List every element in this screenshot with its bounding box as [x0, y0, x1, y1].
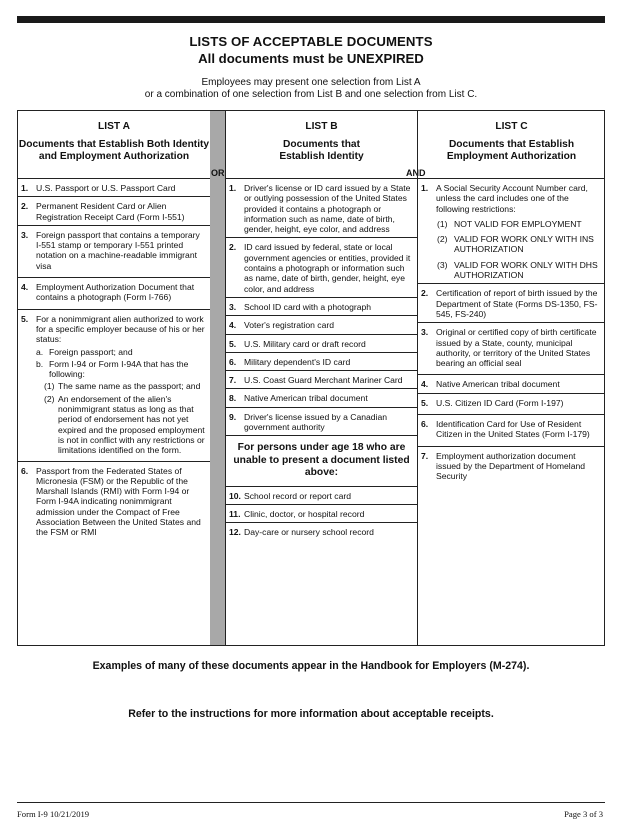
list-item: 3. School ID card with a photograph	[226, 298, 417, 316]
sub-item: b. Form I-94 or Form I-94A that has the following:	[36, 358, 189, 380]
list-a-header	[18, 111, 210, 179]
list-item: 2. Certification of report of birth issued by the Department of State (Forms DS-1350, FS-545, FS-240)	[418, 284, 605, 323]
list-item: 12. Day-care or nursery school record	[229, 527, 374, 538]
sub-item: a. Foreign passport; and	[36, 346, 133, 357]
examples-note: Examples of many of these documents appear in the Handbook for Employers (M-274).	[92, 660, 530, 672]
list-a-items	[18, 179, 210, 645]
and-label: AND	[406, 168, 426, 178]
or-separator-bar	[210, 111, 225, 645]
list-c-column	[417, 111, 605, 645]
list-a-heading: Documents that Establish Both Identity and Employment Authorization	[18, 138, 210, 162]
list-a-label: LIST A	[98, 121, 130, 132]
list-item: 11. Clinic, doctor, or hospital record	[226, 505, 417, 523]
list-b-items	[226, 179, 417, 645]
list-item: 3. Foreign passport that contains a temporary I-551 stamp or temporary I-551 printed notation on a machine-readable immigrant visa	[18, 226, 210, 278]
list-item: 4. Voter's registration card	[226, 316, 417, 334]
minor-heading: For persons under age 18 who are unable to present a document listed above:	[226, 436, 417, 487]
list-a-column	[18, 111, 210, 645]
list-c-label: LIST C	[495, 121, 528, 132]
list-item: 1. Driver's license or ID card issued by a State or outlying possession of the United States provided it contains a photograph or information such as name, date of birth, gender, height, eye color, and address	[226, 179, 417, 238]
list-b-heading: Documents that Establish Identity	[279, 138, 364, 162]
intro-text	[17, 77, 605, 101]
list-item: 2. Permanent Resident Card or Alien Registration Receipt Card (Form I-551)	[18, 197, 210, 226]
list-c-header	[418, 111, 605, 179]
list-item: 6. Passport from the Federated States of Micronesia (FSM) or the Republic of the Marshall Islands (RMI) with Form I-94 or Form I-94A indicating nonimmigrant admission under the Compact of Free Association Between the United States and the FSM or RMI	[21, 465, 201, 538]
list-b-label: LIST B	[305, 121, 338, 132]
list-item: 1. U.S. Passport or U.S. Passport Card	[18, 179, 210, 197]
page-subtitle: All documents must be UNEXPIRED	[198, 51, 424, 66]
list-item: 7. U.S. Coast Guard Merchant Mariner Card	[226, 371, 417, 389]
page-number: Page 3 of 3	[564, 809, 603, 819]
top-rule	[17, 16, 605, 23]
list-item: 6. Identification Card for Use of Resident Citizen in the United States (Form I-179)	[418, 415, 605, 447]
restriction-item: (2) VALID FOR WORK ONLY WITH INS AUTHORIZATION	[437, 234, 594, 255]
refer-note: Refer to the instructions for more information about acceptable receipts.	[128, 708, 494, 720]
list-b-header	[226, 111, 417, 179]
sub-sub-item: (1) The same name as the passport; and	[44, 381, 201, 392]
restriction-item: (3) VALID FOR WORK ONLY WITH DHS AUTHORIZATION	[437, 259, 598, 281]
list-item: 5. U.S. Military card or draft record	[226, 335, 417, 353]
intro-line-1: Employees may present one selection from List A	[201, 77, 421, 88]
list-item: 3. Original or certified copy of birth certificate issued by a State, county, municipal authority, or territory of the United States bearing an official seal	[418, 323, 605, 375]
list-item: 10. School record or report card	[226, 487, 417, 505]
list-c-items	[418, 179, 605, 645]
list-c-heading: Documents that Establish Employment Authorization	[446, 138, 577, 162]
footer-rule	[17, 802, 605, 803]
list-item: 6. Military dependent's ID card	[226, 353, 417, 371]
form-id: Form I-9 10/21/2019	[17, 809, 90, 819]
list-item: 5. U.S. Citizen ID Card (Form I-197)	[418, 394, 605, 415]
list-item: 9. Driver's license issued by a Canadian government authority	[226, 408, 417, 437]
restriction-item: (1) NOT VALID FOR EMPLOYMENT	[437, 218, 582, 229]
list-item: 5. For a nonimmigrant alien authorized to work for a specific employer because of his or her status: a. Foreign passport; and b. Form I-94 or Form I-94A that has the following: (1) The same name as the passport; and (2) An endorsement of the alien's nonimmigrant status as long as that period of endorsement has not yet expired and the proposed employment is not in conflict with any restrictions or limitations identified on the form.	[18, 310, 210, 462]
list-item: 1. A Social Security Account Number card, unless the card includes one of the following restrictions: (1) NOT VALID FOR EMPLOYMENT (2) VALID FOR WORK ONLY WITH INS AUTHORIZATION (3) VALID FOR WORK ONLY WITH DHS AUTHORIZATION	[418, 179, 605, 284]
or-label: OR	[211, 168, 225, 178]
documents-table	[17, 110, 605, 646]
page-title: LISTS OF ACCEPTABLE DOCUMENTS	[189, 34, 433, 49]
sub-sub-item: (2) An endorsement of the alien's nonimmigrant status as long as that period of endorsement has not yet expired and the proposed employment is not in conflict with any restrictions or limitations identified on the form.	[44, 393, 205, 456]
list-item: 4. Employment Authorization Document that contains a photograph (Form I-766)	[18, 278, 210, 310]
list-item: 2. ID card issued by federal, state or local government agencies or entities, provided it contains a photograph or information such as name, date of birth, gender, height, eye color, and address	[226, 238, 417, 297]
list-item: 4. Native American tribal document	[418, 375, 605, 393]
intro-line-2: or a combination of one selection from List B and one selection from List C.	[144, 89, 478, 100]
list-b-column	[225, 111, 417, 645]
list-item: 7. Employment authorization document issued by the Department of Homeland Security	[421, 450, 586, 482]
list-item: 8. Native American tribal document	[226, 389, 417, 407]
